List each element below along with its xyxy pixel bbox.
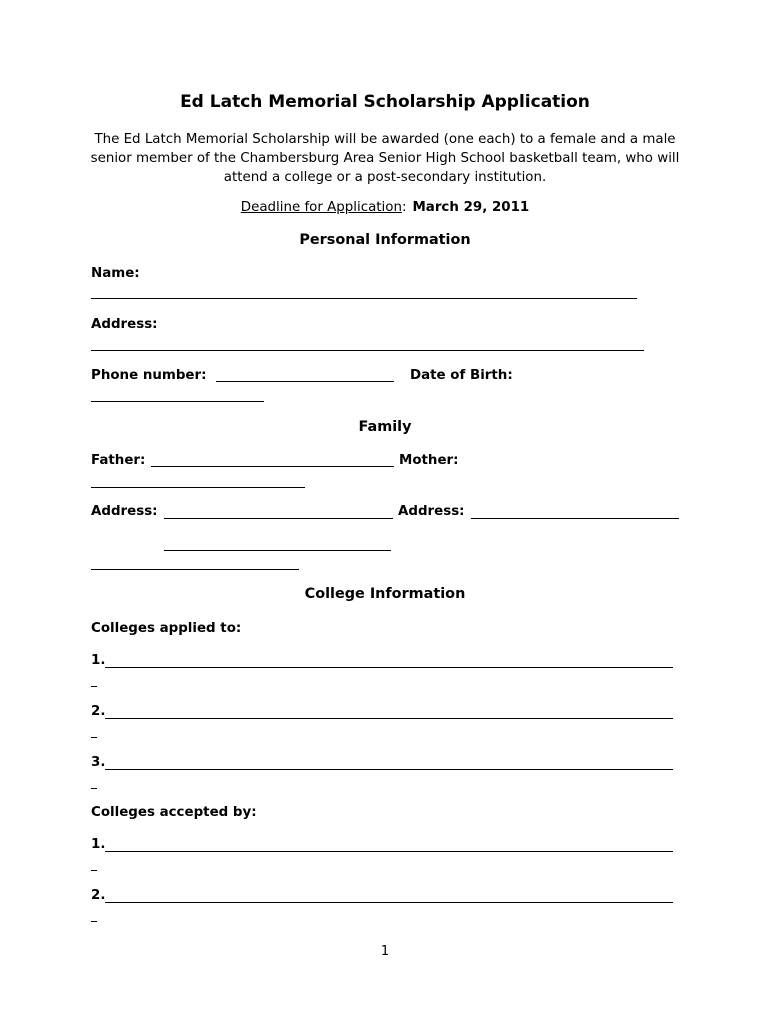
- applied-item-1-label: 1.: [91, 653, 106, 668]
- deadline-label: Deadline for Application: [240, 200, 402, 215]
- page-number: 1: [380, 944, 390, 959]
- address-label: Address:: [91, 317, 158, 332]
- document-title: Ed Latch Memorial Scholarship Application: [180, 92, 590, 112]
- mother-label: Mother:: [399, 453, 459, 468]
- line-continuation-mark: [91, 737, 97, 738]
- mother-field[interactable]: [91, 487, 305, 488]
- applied-college-2-field[interactable]: [105, 718, 673, 719]
- accepted-item-1-label: 1.: [91, 837, 106, 852]
- address-field[interactable]: [91, 350, 644, 351]
- applied-college-3-field[interactable]: [105, 769, 673, 770]
- applied-college-1-field[interactable]: [105, 667, 673, 668]
- line-continuation-mark: [91, 921, 97, 922]
- line-continuation-mark: [91, 686, 97, 687]
- applied-item-2-label: 2.: [91, 704, 106, 719]
- college-info-heading: College Information: [304, 586, 466, 602]
- colleges-accepted-label: Colleges accepted by:: [91, 805, 257, 820]
- name-label: Name:: [91, 266, 140, 281]
- personal-info-heading: Personal Information: [299, 232, 471, 248]
- line-continuation-mark: [91, 788, 97, 789]
- deadline-colon: :: [401, 200, 407, 215]
- father-field[interactable]: [151, 466, 394, 467]
- deadline-line: [0, 200, 770, 215]
- accepted-item-2-label: 2.: [91, 888, 106, 903]
- mother-address-field-line1[interactable]: [471, 518, 679, 519]
- deadline-date: March 29, 2011: [412, 200, 530, 215]
- mother-address-field-line2[interactable]: [91, 569, 299, 570]
- accepted-college-1-field[interactable]: [105, 851, 673, 852]
- father-address-field-line1[interactable]: [164, 518, 393, 519]
- father-label: Father:: [91, 453, 146, 468]
- dob-label: Date of Birth:: [410, 368, 513, 383]
- phone-field[interactable]: [216, 381, 394, 382]
- name-field[interactable]: [91, 298, 637, 299]
- applied-item-3-label: 3.: [91, 755, 106, 770]
- colleges-applied-label: Colleges applied to:: [91, 621, 242, 636]
- father-address-field-line2[interactable]: [164, 550, 391, 551]
- mother-address-label: Address:: [398, 504, 465, 519]
- accepted-college-2-field[interactable]: [105, 902, 673, 903]
- family-heading: Family: [358, 419, 412, 435]
- intro-paragraph: The Ed Latch Memorial Scholarship will be awarded (one each) to a female and a male senior member of the Chambersburg Area Senior High School basketball team, who will attend a college or a post-secondary institution.: [90, 132, 680, 185]
- father-address-label: Address:: [91, 504, 158, 519]
- phone-label: Phone number:: [91, 368, 207, 383]
- line-continuation-mark: [91, 870, 97, 871]
- dob-field[interactable]: [91, 401, 264, 402]
